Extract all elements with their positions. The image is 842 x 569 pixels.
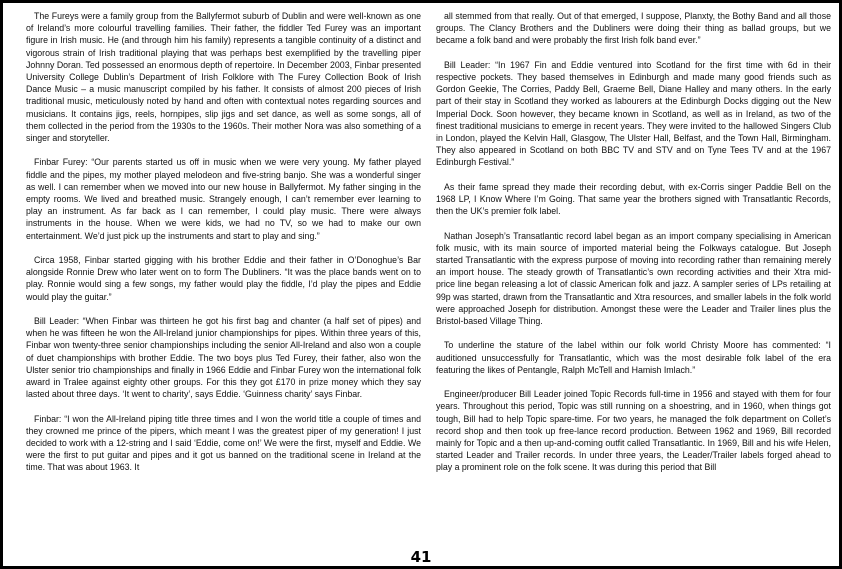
paragraph-finbar-parents: Finbar Furey: “Our parents started us off in music when we were very young. My father played fiddle and the pipes, my mother played melodeon and five-string banjo. She was a wonderful singer as well. I can remember when we moved into our new house in Ballyfermot. My father singing in the empty rooms. We lived and breathed music. Strangely enough, I can’t remember ever learning to play an instrument. As far back as I can remember, I could play music. There were always instruments in the house. When we were kids, we had no TV, so we had to make our own entertainment. We’d just pick up the instruments and start to play and sing.”	[26, 157, 421, 241]
page-number: 41	[410, 548, 432, 566]
paragraph-bill-leader-scotland: Bill Leader: “In 1967 Fin and Eddie ventured into Scotland for the first time with 6d in their respective pockets. They based themselves in Edinburgh and made many good friends such as Gordon Geekie, The Corries, Paddy Bell, Graeme Bell, Diane Halley and many others. In the early part of their stay in Scotland they worked as labourers at the Edinburgh Docks digging out the New Imperial Dock. Soon however, they became known in Scotland, as well as in Ireland, as two of the finest traditional musicians to emerge in recent years. They were invited to the hallowed Singers Club in London, played the Kelvin Hall, Glasgow, The Ulster Hall, Belfast, and the Town Hall, Birmingham. They also appeared in Scotland on both BBC TV and STV and on Tyne Tees TV and at the 1967 Edinburgh Festival.”	[436, 59, 831, 168]
left-column	[26, 10, 421, 474]
paragraph-transatlantic-label: Nathan Joseph’s Transatlantic record label began as an import company specialising in American folk music, with its main source of imported material being the Folkways catalogue. But Joseph started Transatlantic with the express purpose of moving into recording rather than remaining merely an import house. The steady growth of Transatlantic’s own recording activities and their Xtra mid-price line began releasing a lot of classic American folk and jazz. A sampler series of LPs retailing at 99p was started, drawn from the Transatlantic and Xtra resources, and smaller labels in the folk world were approached Joseph for distribution. Amongst these were the Leader and Trailer lines plus the Bristol-based Village Thing.	[436, 230, 831, 327]
paragraph-folk-band-continued: all stemmed from that really. Out of that emerged, I suppose, Planxty, the Bothy Band and all those groups. The Clancy Brothers and the Dubliners were doing their thing as ballad groups, but we became a folk band and were probably the first Irish folk band ever.”	[436, 11, 831, 46]
paragraph-christy-moore: To underline the stature of the label within our folk world Christy Moore has commented: “I auditioned unsuccessfully for Transatlantic, which was the most desirable folk label of the era featuring the likes of Pentangle, Ralph McTell and Hamish Imlach.”	[436, 340, 831, 375]
right-column	[436, 10, 831, 474]
paragraph-bill-leader-pipes: Bill Leader: “When Finbar was thirteen he got his first bag and chanter (a half set of pipes) and when he was fifteen he won the All-Ireland junior championships for pipes. Within three years of this, Finbar won twenty-three senior championships including the senior All-Ireland and also won a couple of duet championships with brother Eddie. The two boys plus Ted Furey, their father, also won the Ulster senior trio championships and finally in 1966 Eddie and Finbar Furey won the international folk award in Tralee against eighty other groups. For this they got £170 in prize money which they say lasted about three days. ‘It went to charity’, says Eddie. ‘Guinness charity’ says Finbar.	[26, 316, 421, 400]
paragraph-finbar-all-ireland: Finbar: “I won the All-Ireland piping title three times and I won the world title a couple of times and they crowned me prince of the pipers, which meant I was the greatest piper of my generation! I just decided to work with a 12-string and I said ‘Eddie, come on!’ We were the first, myself and Eddie. We were the first to put guitar and pipes and it got us banned on the traditional scene in Ireland at the time. That was about 1963. It	[26, 413, 421, 473]
book-page	[3, 3, 839, 566]
paragraph-bill-leader-topic: Engineer/producer Bill Leader joined Topic Records full-time in 1956 and stayed with them for four years. Throughout this period, Topic was still running on a shoestring, and in 1960, when things got tough, Bill had to help Topic spare-time. For two years, he managed the folk department on Collet’s record shop and then took up free-lance record production. Between 1962 and 1969, Bill recorded mainly for Topic and a then up-and-coming outfit called Transatlantic. In 1969, Bill and his wife Helen, started Leader and Trailer records. In under three years, the Leader/Trailer labels forged ahead to play a prominent role on the folk scene. It was during this period that Bill	[436, 389, 831, 473]
paragraph-fureys-intro: The Fureys were a family group from the Ballyfermot suburb of Dublin and were well-known as one of Ireland’s more colourful travelling families. Their father, the fiddler Ted Furey was an important figure in Irish music. He (and through him his family) represents a tangible continuity of a distinct and vigorous strain of Irish traditional playing that was perhaps best exemplified by the travelling piper Johnny Doran. Ted possessed an enormous depth of repertoire. In December 2003, Finbar presented University College Dublin’s Department of Irish Folklore with The Furey Collection Book of Irish Dance Music – a music manuscript compiled by his father. It consists of almost 200 pieces of Irish traditional music, meticulously noted by hand and often with contextual notes regarding sources and musicians. It contains jigs, reels, hornpipes, slip jigs and set dance, as well as some songs, all of them collected in the period from the 1930s to the 1960s. Their mother Nora was also something of a singer and storyteller.	[26, 11, 421, 144]
paragraph-circa-1958: Circa 1958, Finbar started gigging with his brother Eddie and their father in O’Donoghue’s Bar alongside Ronnie Drew who later went on to form The Dubliners. “It was the place bands went on to play. Ronnie would sing a few songs, my father would play the fiddle, I’d play the pipes and Eddie would play the guitar.”	[26, 255, 421, 302]
paragraph-recording-debut: As their fame spread they made their recording debut, with ex-Corris singer Paddie Bell on the 1968 LP, I Know Where I’m Going. That same year the brothers signed with Transatlantic Records, then the UK’s premier folk label.	[436, 181, 831, 217]
